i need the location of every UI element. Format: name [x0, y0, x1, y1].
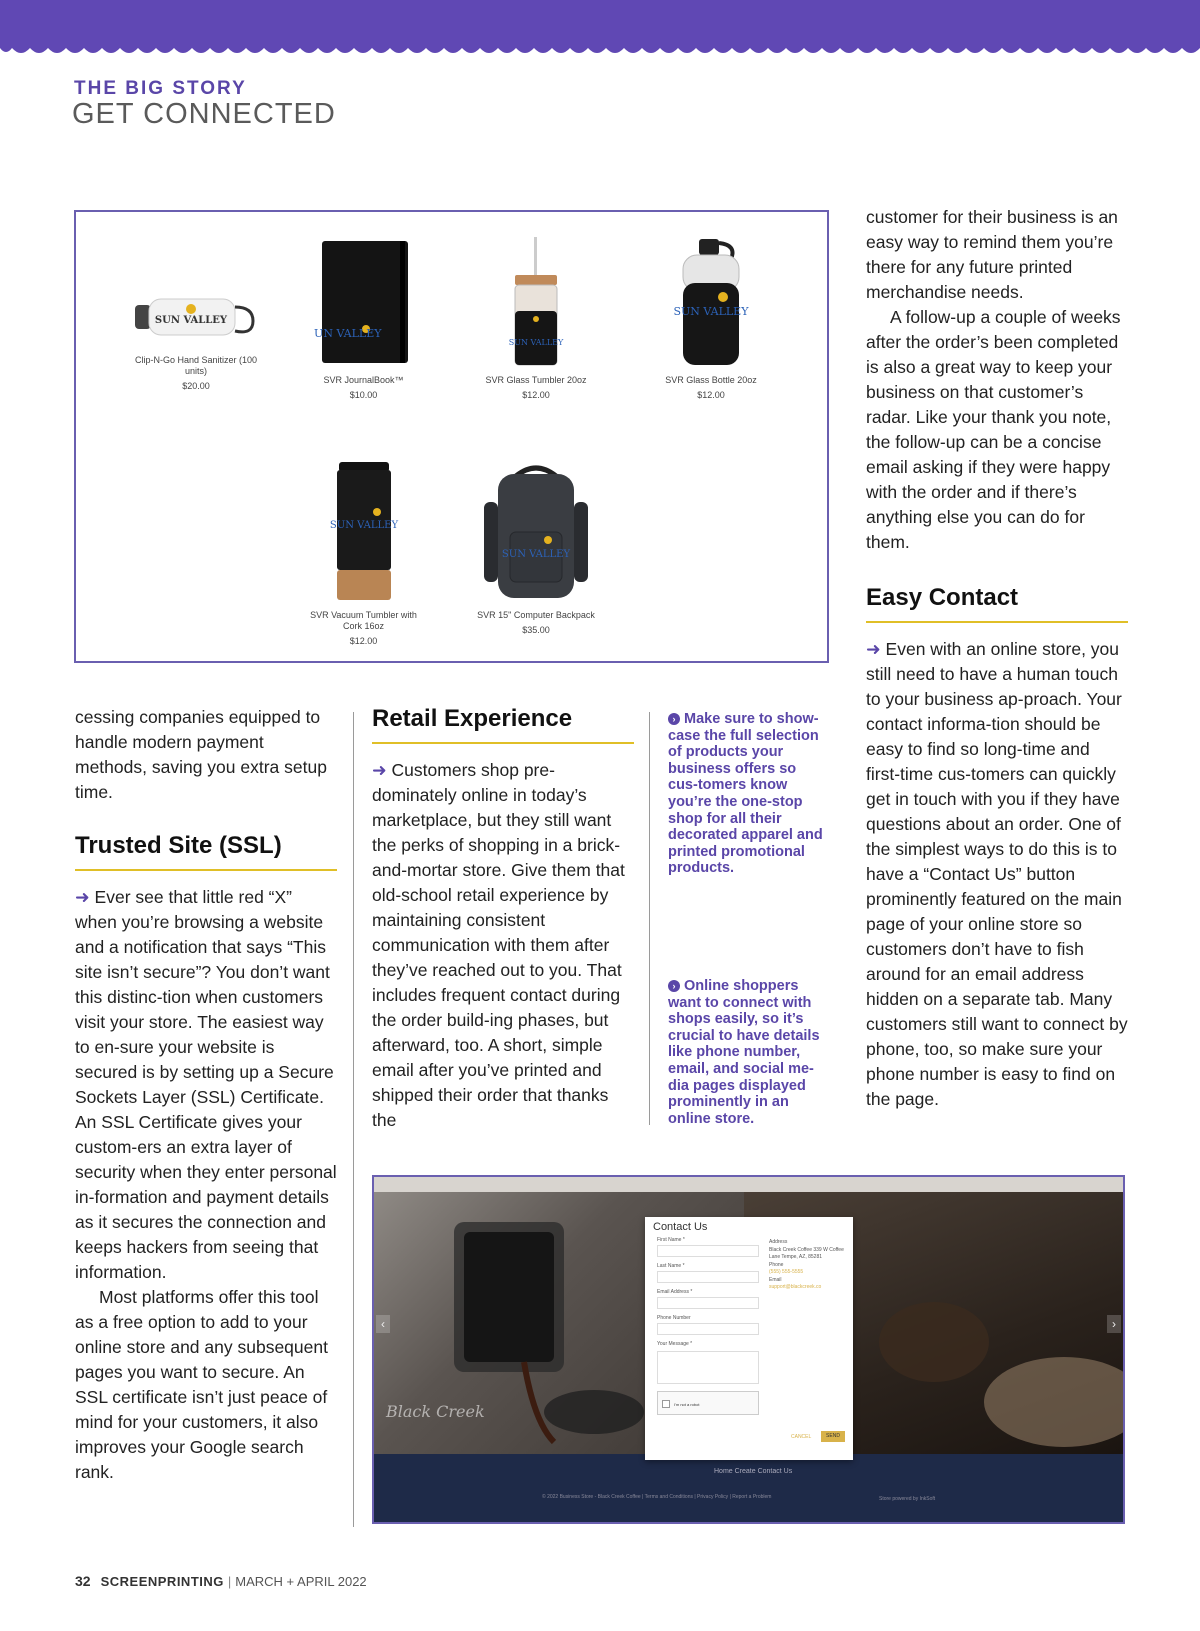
browser-strip: [374, 1177, 1125, 1192]
message-textarea[interactable]: [657, 1351, 759, 1384]
section-kicker: THE BIG STORY: [74, 78, 247, 99]
top-band: [0, 0, 1200, 46]
page-footer: [75, 1573, 367, 1589]
heading-easy-contact: Easy Contact: [866, 583, 1128, 623]
scalloped-edge: [0, 44, 1200, 58]
paragraph: ➜ Ever see that little red “X” when you’re browsing a website and a notification that says “This site isn’t secure”? You don’t want this distinc-tion when customers visit your store. The easiest way to en-sure your website is secured is by setting up a Secure Sockets Layer (SSL) Certificate. An SSL Certificate gives your custom-ers an extra layer of security when they enter personal in-formation and payment details as it secures the connection and keeps hackers from seeing that information.: [75, 887, 337, 1282]
magazine-name: SCREENPRINTING: [100, 1574, 224, 1589]
product-name: Clip-N-Go Hand Sanitizer (100 units): [134, 355, 258, 376]
product-name: SVR 15" Computer Backpack: [477, 610, 595, 620]
journal-icon: [314, 237, 414, 367]
column-rule: [649, 712, 650, 1125]
product-logo-text: SUN VALLEY: [501, 549, 571, 560]
heading-retail-experience: Retail Experience: [372, 704, 634, 744]
field-label: Your Message *: [657, 1341, 693, 1347]
footer-powered: Store powered by InkSoft: [879, 1496, 936, 1502]
product-name: SVR JournalBook™: [323, 375, 404, 385]
arrow-circle-icon: ›: [668, 980, 680, 992]
footer-separator: |: [227, 1574, 232, 1589]
cancel-button[interactable]: CANCEL: [791, 1434, 812, 1440]
captcha-widget[interactable]: [657, 1391, 759, 1415]
column-4: [866, 205, 1128, 1112]
vacuum-tumbler-icon: [329, 462, 399, 602]
site-footer: [374, 1454, 1125, 1524]
column-1: [75, 705, 337, 1485]
email-input[interactable]: [657, 1297, 759, 1309]
footer-links[interactable]: Home Create Contact Us: [714, 1468, 793, 1475]
product-logo-text: SUN VALLEY: [673, 305, 749, 318]
product-logo-text: SUN VALLEY: [313, 327, 381, 340]
product-price: $20.00: [182, 381, 210, 391]
paragraph: A follow-up a couple of weeks after the order’s been completed is also a great way to keep your business on that customer’s radar. Like your thank you note, the follow-up can be a concise email asking if they were happy with the order and if there’s anything else you can do for them.: [866, 307, 1121, 552]
brand-logo: Black Creek: [386, 1402, 485, 1421]
product-logo-text: SUN VALLEY: [329, 520, 398, 531]
section-title: GET CONNECTED: [72, 98, 336, 130]
backpack-icon: [476, 462, 596, 602]
product-price: $12.00: [697, 390, 725, 400]
product-item: [471, 462, 601, 635]
paragraph: ➜ Even with an online store, you still need to have a human touch to your business ap-proach. Your contact informa-tion should be easy to find so long-time and first-time cus-tomers can quickly get in touch with you if they have questions about an order. One of the simplest ways to do this is to have a “Contact Us” button prominently featured on the main page of your online store so customers don’t have to fish around for an email address hidden on a separate tab. Many customers still want to connect by phone, too, so make sure your phone number is easy to find on the page.: [866, 639, 1128, 1109]
carousel-next-button[interactable]: ›: [1107, 1315, 1121, 1333]
product-name: SVR Vacuum Tumbler with Cork 16oz: [310, 610, 417, 631]
field-label: Email Address *: [657, 1289, 693, 1295]
arrow-icon: ➜: [75, 887, 90, 907]
contact-form: [645, 1217, 853, 1460]
carousel-prev-button[interactable]: ‹: [376, 1315, 390, 1333]
glass-tumbler-icon: [501, 237, 571, 367]
paragraph: cessing companies equipped to handle modern payment methods, saving you extra setup time.: [75, 707, 327, 802]
phone-input[interactable]: [657, 1323, 759, 1335]
glass-bottle-icon: [671, 237, 751, 367]
product-logo-text: SUN VALLEY: [508, 338, 564, 347]
captcha-label: I'm not a robot: [674, 1402, 700, 1407]
footer-copyright: © 2022 Business Store - Black Creek Coffee | Terms and Conditions | Privacy Policy | Report a Problem: [542, 1494, 772, 1500]
product-price: $10.00: [349, 390, 378, 400]
product-grid-image: [74, 210, 829, 663]
paragraph: ➜ Customers shop pre-dominately online in today’s marketplace, but they still want the perks of shopping in a brick-and-mortar store. Give them that old-school retail experience by maintaining consistent communication with them after they’ve reached out to you. That includes frequent contact during the order build-ing phases, but afterward, too. A short, simple email after you’ve printed and shipped their order that thanks the: [372, 760, 625, 1130]
heading-trusted-site: Trusted Site (SSL): [75, 831, 337, 871]
sanitizer-bottle-icon: [131, 287, 261, 347]
last-name-input[interactable]: [657, 1271, 759, 1283]
product-price: $12.00: [349, 636, 378, 646]
product-name: SVR Glass Bottle 20oz: [665, 375, 757, 385]
paragraph: Most platforms offer this tool as a free option to add to your online store and any subsequent pages you want to secure. An SSL certificate isn’t just peace of mind for your customers, it also improves your Google search rank.: [75, 1287, 328, 1482]
issue-date: MARCH + APRIL 2022: [235, 1574, 367, 1589]
arrow-circle-icon: ›: [668, 713, 680, 725]
field-label: Phone Number: [657, 1315, 691, 1321]
column-2: [372, 704, 634, 1133]
field-label: First Name *: [657, 1237, 685, 1243]
product-item: [126, 287, 266, 391]
tip-callout: › Online shoppers want to connect with shops easily, so it’s crucial to have details like phone number, email, and social me-dia pages displayed prominently in an online store.: [668, 978, 820, 1127]
product-price: $12.00: [522, 390, 550, 400]
address-value: Black Creek Coffee 339 W Coffee Lane Tempe, AZ, 85281: [769, 1246, 844, 1260]
product-name: SVR Glass Tumbler 20oz: [485, 375, 587, 385]
email-label: Email: [769, 1276, 782, 1283]
first-name-input[interactable]: [657, 1245, 759, 1257]
column-rule: [353, 712, 354, 1527]
field-label: Last Name *: [657, 1263, 685, 1269]
product-item: [646, 237, 776, 400]
phone-value[interactable]: (555) 555-5555: [769, 1269, 804, 1275]
email-value[interactable]: support@blackcreek.co: [769, 1284, 822, 1290]
product-logo-text: SUN VALLEY: [154, 315, 228, 326]
arrow-icon: ➜: [372, 760, 387, 780]
contact-info: [769, 1239, 847, 1292]
product-price: $35.00: [522, 625, 550, 635]
form-title: Contact Us: [653, 1221, 708, 1233]
address-label: Address: [769, 1239, 788, 1245]
contact-page-screenshot: [372, 1175, 1125, 1524]
paragraph: customer for their business is an easy way to remind them you’re there for any future printed merchandise needs.: [866, 207, 1118, 302]
arrow-icon: ➜: [866, 639, 881, 659]
phone-label: Phone: [769, 1261, 784, 1268]
product-item: [301, 237, 426, 400]
captcha-checkbox[interactable]: [662, 1400, 670, 1408]
send-button[interactable]: SEND: [821, 1431, 845, 1442]
page-number: 32: [75, 1573, 91, 1589]
tip-callout: › Make sure to show-case the full selection of products your business offers so cus-tomers know you’re the one-stop shop for all their decorated apparel and printed promotional products.: [668, 711, 823, 877]
product-item: [301, 462, 426, 646]
product-item: [471, 237, 601, 400]
